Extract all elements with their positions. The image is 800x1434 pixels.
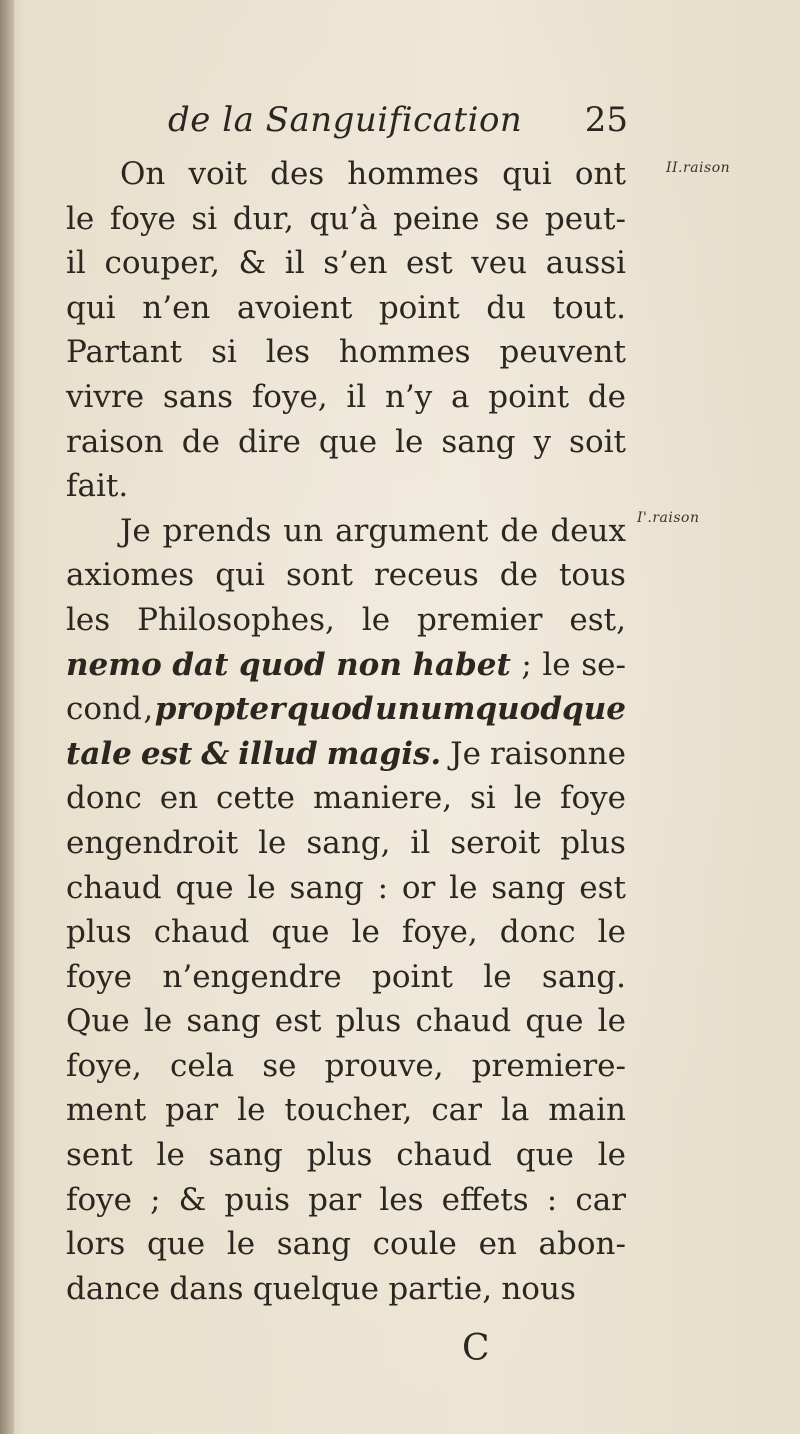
text-word: foye, bbox=[251, 378, 328, 415]
text-word: peine bbox=[393, 200, 480, 237]
text-line bbox=[66, 152, 626, 197]
text-word: maniere, bbox=[312, 780, 453, 817]
text-word: premier bbox=[417, 601, 543, 638]
text-word: le bbox=[597, 1003, 626, 1040]
text-word: tale bbox=[66, 735, 132, 772]
text-word: receus bbox=[373, 557, 479, 594]
text-word: le bbox=[395, 423, 424, 460]
page-header bbox=[168, 100, 628, 150]
text-word: en bbox=[159, 780, 199, 817]
text-word: foye bbox=[66, 1181, 132, 1218]
text-word: quod bbox=[238, 646, 326, 683]
text-word: n’engendre bbox=[162, 958, 342, 995]
text-word: puis bbox=[224, 1181, 290, 1218]
text-word: chaud bbox=[415, 1003, 512, 1040]
text-word: est bbox=[405, 245, 453, 282]
text-word: qui bbox=[502, 156, 552, 192]
text-word: voit bbox=[188, 156, 248, 192]
text-word: est bbox=[274, 1003, 322, 1040]
margin-note: II.raison bbox=[666, 160, 731, 176]
text-word: s’en bbox=[323, 245, 388, 282]
text-word: abon- bbox=[538, 1226, 626, 1263]
margin-note: I'.raison bbox=[637, 510, 700, 526]
text-line bbox=[66, 509, 626, 554]
text-word: se- bbox=[581, 646, 626, 683]
text-word: & bbox=[238, 245, 267, 282]
text-word: hommes bbox=[338, 334, 471, 371]
text-word: des bbox=[270, 156, 325, 192]
text-word: que bbox=[175, 869, 234, 906]
text-word: que bbox=[525, 1003, 584, 1040]
text-word: donc bbox=[66, 780, 142, 817]
text-word: le bbox=[449, 869, 478, 906]
text-word: un bbox=[283, 512, 324, 549]
text-word: qu’à bbox=[309, 200, 378, 237]
text-word: qui bbox=[66, 289, 116, 326]
text-line bbox=[66, 1267, 626, 1312]
text-word: ; bbox=[150, 1181, 161, 1218]
text-word: dat bbox=[172, 646, 229, 683]
text-word: quelque bbox=[252, 1270, 380, 1307]
text-word: il bbox=[346, 378, 367, 415]
text-word: soit bbox=[569, 423, 626, 460]
text-line bbox=[66, 910, 626, 955]
text-word: de bbox=[499, 557, 538, 594]
text-word: deux bbox=[550, 512, 626, 549]
text-word: le bbox=[597, 1137, 626, 1174]
text-word: effets bbox=[441, 1181, 529, 1218]
text-word: , bbox=[143, 691, 154, 728]
text-word: sans bbox=[162, 378, 234, 415]
text-word: prouve, bbox=[324, 1047, 444, 1084]
text-word: ont bbox=[574, 156, 626, 192]
text-word: sang bbox=[276, 1226, 351, 1263]
text-word: de bbox=[181, 423, 220, 460]
text-word: prends bbox=[162, 512, 272, 549]
text-word: que bbox=[318, 423, 378, 460]
text-word: foye, bbox=[401, 914, 478, 951]
text-word: le bbox=[483, 958, 512, 995]
text-word: le bbox=[143, 1003, 173, 1040]
text-word: habet bbox=[412, 646, 511, 683]
text-line bbox=[66, 776, 626, 821]
text-word: engendroit bbox=[66, 824, 239, 861]
text-line bbox=[66, 375, 626, 420]
text-word: le bbox=[66, 200, 95, 237]
text-word: les bbox=[66, 601, 111, 638]
text-line bbox=[66, 643, 626, 688]
text-word: fait. bbox=[66, 468, 129, 505]
text-word: raisonne bbox=[489, 735, 626, 772]
text-word: le bbox=[237, 1092, 266, 1129]
text-word: le bbox=[351, 914, 380, 951]
text-word: les bbox=[379, 1181, 424, 1218]
text-word: est bbox=[579, 869, 626, 906]
text-word: plus bbox=[335, 1003, 402, 1040]
text-word: sont bbox=[285, 557, 353, 594]
text-word: les bbox=[265, 334, 310, 371]
text-word: foye bbox=[559, 780, 626, 817]
text-word: cond bbox=[66, 691, 142, 728]
text-word: le bbox=[247, 869, 276, 906]
text-word: foye, bbox=[66, 1047, 142, 1084]
text-line bbox=[66, 241, 626, 286]
text-word: il bbox=[410, 824, 431, 861]
text-word: dur, bbox=[232, 200, 294, 237]
text-word: Philosophes, bbox=[137, 601, 335, 638]
text-line bbox=[66, 1133, 626, 1178]
text-word: la bbox=[500, 1092, 530, 1129]
text-line bbox=[66, 598, 626, 643]
text-line bbox=[66, 999, 626, 1044]
text-word: sang bbox=[208, 1137, 283, 1174]
text-word: sent bbox=[66, 1137, 133, 1174]
text-word: coule bbox=[372, 1226, 457, 1263]
text-word: seroit bbox=[450, 824, 541, 861]
text-word: nemo bbox=[66, 646, 162, 683]
text-word: peuvent bbox=[499, 334, 626, 371]
text-word: veu bbox=[471, 245, 528, 282]
text-word: le bbox=[542, 646, 571, 683]
text-word: Je bbox=[450, 735, 481, 772]
text-line bbox=[66, 1088, 626, 1133]
text-word: illud bbox=[238, 735, 318, 772]
text-word: par bbox=[308, 1181, 362, 1218]
text-word: que bbox=[515, 1137, 574, 1174]
text-word: si bbox=[211, 334, 237, 371]
text-word: le bbox=[513, 780, 543, 817]
text-word: car bbox=[575, 1181, 626, 1218]
text-word: Je bbox=[120, 512, 151, 549]
text-word: tout. bbox=[552, 289, 626, 326]
text-word: lors bbox=[66, 1226, 126, 1263]
text-word: raison bbox=[66, 423, 164, 460]
text-word: sang. bbox=[541, 958, 626, 995]
text-line bbox=[66, 687, 626, 732]
text-word: foye bbox=[109, 200, 176, 237]
text-word: : bbox=[377, 869, 389, 906]
page-number: 25 bbox=[584, 100, 628, 140]
text-word: sang, bbox=[306, 824, 391, 861]
text-line bbox=[66, 1222, 626, 1267]
text-word: en bbox=[478, 1226, 517, 1263]
text-word: : bbox=[546, 1181, 558, 1218]
body-text bbox=[66, 152, 626, 1311]
text-line bbox=[66, 197, 626, 242]
text-word: toucher, bbox=[284, 1092, 413, 1129]
text-word: plus bbox=[306, 1137, 373, 1174]
text-word: qui bbox=[215, 557, 265, 594]
text-word: magis. bbox=[326, 735, 442, 772]
text-word: argument bbox=[335, 512, 489, 549]
text-line bbox=[66, 553, 626, 598]
text-word: or bbox=[401, 869, 436, 906]
text-word: quod bbox=[286, 691, 374, 728]
text-word: le bbox=[597, 914, 626, 951]
running-head: de la Sanguification bbox=[168, 100, 523, 140]
text-line bbox=[66, 955, 626, 1000]
text-word: point bbox=[488, 378, 570, 415]
text-word: dance bbox=[66, 1270, 160, 1307]
text-word: sang bbox=[289, 869, 364, 906]
text-word: main bbox=[548, 1092, 626, 1129]
text-word: point bbox=[378, 289, 460, 326]
text-word: Que bbox=[66, 1003, 130, 1040]
text-word: chaud bbox=[153, 914, 250, 951]
text-word: ; bbox=[521, 646, 532, 683]
text-word: foye bbox=[66, 958, 132, 995]
text-word: donc bbox=[499, 914, 576, 951]
text-word: vivre bbox=[66, 378, 145, 415]
text-word: il bbox=[66, 245, 86, 282]
text-line bbox=[66, 732, 626, 777]
text-word: axiomes bbox=[66, 557, 195, 594]
text-line bbox=[66, 464, 626, 509]
text-word: sang bbox=[491, 869, 566, 906]
text-word: le bbox=[156, 1137, 185, 1174]
text-word: non bbox=[336, 646, 402, 683]
text-word: unumquodque bbox=[375, 691, 626, 728]
text-word: se bbox=[262, 1047, 297, 1084]
text-word: le bbox=[226, 1226, 256, 1263]
text-word: dans bbox=[169, 1270, 244, 1307]
text-word: y bbox=[533, 423, 552, 460]
text-word: le bbox=[361, 601, 391, 638]
text-word: point bbox=[372, 958, 453, 995]
text-word: On bbox=[120, 156, 166, 192]
text-word: se bbox=[495, 200, 530, 237]
text-line bbox=[66, 1044, 626, 1089]
text-word: peut- bbox=[544, 200, 626, 237]
text-word: nous bbox=[501, 1270, 576, 1307]
text-word: chaud bbox=[66, 869, 162, 906]
text-word: aussi bbox=[545, 245, 626, 282]
text-word: partie, bbox=[388, 1270, 493, 1307]
text-word: car bbox=[431, 1092, 482, 1129]
text-word: dire bbox=[237, 423, 301, 460]
text-word: si bbox=[191, 200, 218, 237]
text-word: Partant bbox=[66, 334, 183, 371]
text-word: & bbox=[178, 1181, 207, 1218]
text-word: chaud bbox=[396, 1137, 492, 1174]
text-word: il bbox=[284, 245, 305, 282]
text-word: propter bbox=[154, 691, 286, 728]
text-word: de bbox=[587, 378, 626, 415]
text-word: sang bbox=[441, 423, 516, 460]
text-word: plus bbox=[560, 824, 626, 861]
text-line bbox=[66, 286, 626, 331]
text-word: est bbox=[140, 735, 193, 772]
text-word: avoient bbox=[236, 289, 353, 326]
text-word: n’en bbox=[142, 289, 211, 326]
text-word: n’y bbox=[384, 378, 433, 415]
text-line bbox=[66, 866, 626, 911]
text-word: hommes bbox=[347, 156, 479, 192]
text-word: tous bbox=[558, 557, 626, 594]
text-word: plus bbox=[66, 914, 132, 951]
text-line bbox=[66, 821, 626, 866]
text-line bbox=[66, 1178, 626, 1223]
text-word: & bbox=[201, 735, 230, 772]
text-word: le bbox=[258, 824, 287, 861]
text-word: cette bbox=[216, 780, 295, 817]
text-line bbox=[66, 420, 626, 465]
text-word: cela bbox=[169, 1047, 235, 1084]
text-word: par bbox=[165, 1092, 219, 1129]
text-word: que bbox=[146, 1226, 206, 1263]
text-word: premiere- bbox=[471, 1047, 626, 1084]
text-word: de bbox=[500, 512, 539, 549]
text-word: que bbox=[271, 914, 330, 951]
text-line bbox=[66, 330, 626, 375]
text-word: ment bbox=[66, 1092, 147, 1129]
text-word: est, bbox=[569, 601, 626, 638]
text-word: du bbox=[486, 289, 527, 326]
text-word: couper, bbox=[104, 245, 220, 282]
text-word: sang bbox=[186, 1003, 261, 1040]
text-word: si bbox=[470, 780, 496, 817]
text-word: a bbox=[451, 378, 470, 415]
signature-mark: C bbox=[462, 1328, 490, 1369]
page-gutter bbox=[0, 0, 14, 1434]
